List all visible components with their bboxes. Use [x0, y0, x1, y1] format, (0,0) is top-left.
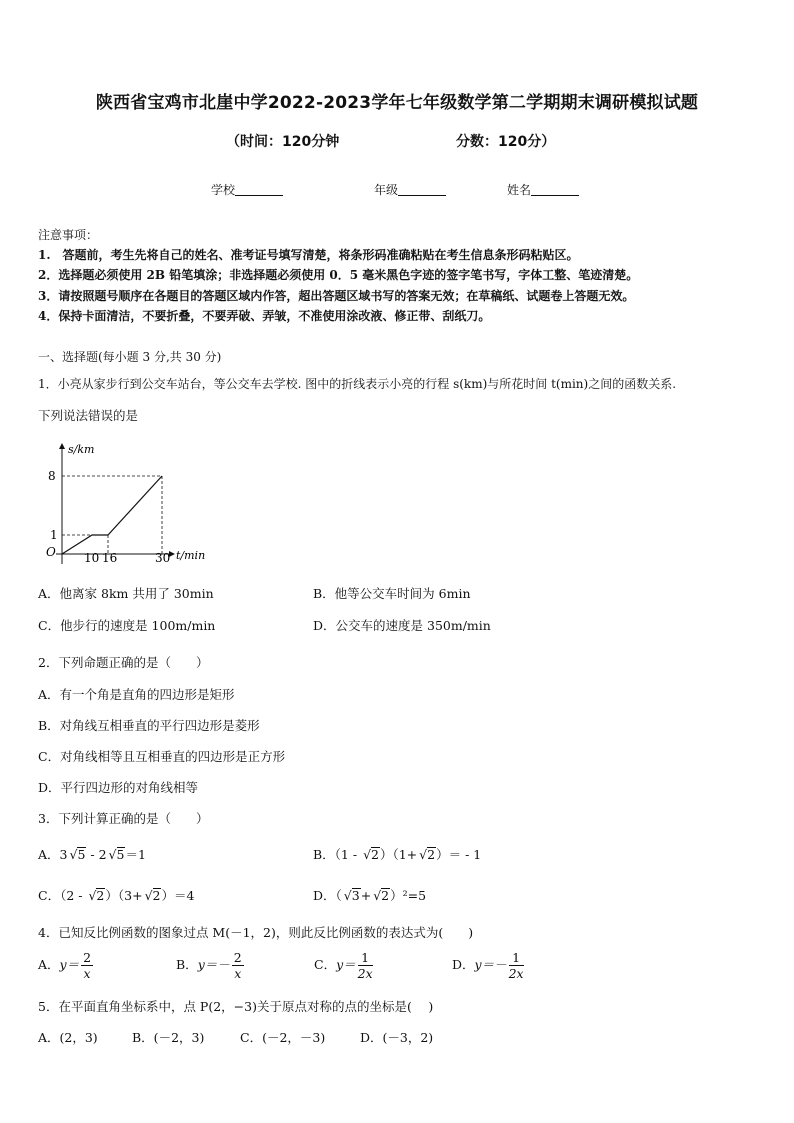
q3-stem: 3．下列计算正确的是（ ） — [38, 811, 209, 826]
notice-item: 4．保持卡面清洁，不要折叠，不要弄破、弄皱，不准使用涂改液、修正带、刮纸刀。 — [38, 309, 491, 323]
school-blank — [235, 183, 283, 196]
q5-option-d[interactable]: D．(－3，2) — [360, 1030, 434, 1045]
q3-option-b[interactable]: B．（1 - √ 2）（1+√ 2）＝ - 1 — [313, 845, 481, 863]
q1-option-b[interactable]: B．他等公交车时间为 6min — [313, 586, 471, 601]
q5-option-c[interactable]: C．(－2，－3) — [240, 1030, 326, 1045]
exam-time: （时间：120分钟 — [226, 134, 340, 150]
q1-option-d[interactable]: D．公交车的速度是 350m/min — [313, 618, 491, 633]
q5-stem: 5．在平面直角坐标系中，点 P(2，−3)关于原点对称的点的坐标是( ) — [38, 999, 434, 1014]
school-field: 学校 — [211, 181, 283, 198]
y-tick-8: 8 — [48, 469, 56, 483]
name-field: 姓名 — [507, 181, 579, 198]
page-title: 陕西省宝鸡市北崖中学2022-2023学年七年级数学第二学期期末调研模拟试题 — [95, 93, 699, 113]
q4-stem: 4．已知反比例函数的图象过点 M(－1，2)，则此反比例函数的表达式为( ) — [38, 925, 474, 940]
q3-option-d[interactable]: D．（√ 3+√ 2）²=5 — [313, 886, 426, 904]
q4-option-c[interactable]: C．y＝ $\frac{1}{2x}$ — [314, 950, 373, 981]
exam-score: 分数：120分） — [456, 134, 556, 150]
q2-option-a[interactable]: A．有一个角是直角的四边形是矩形 — [38, 687, 235, 702]
x-tick-10: 10 — [84, 551, 100, 565]
q3-option-c[interactable]: C．（2 - √ 2）（3+√ 2）＝4 — [38, 886, 194, 904]
q1-option-c[interactable]: C．他步行的速度是 100m/min — [38, 618, 216, 633]
q5-option-b[interactable]: B．(－2，3) — [132, 1030, 205, 1045]
name-blank — [531, 183, 579, 196]
q3-option-a[interactable]: A．3√ 5 - 2√ 5＝1 — [38, 845, 146, 863]
grade-blank — [398, 183, 446, 196]
q2-option-c[interactable]: C．对角线相等且互相垂直的四边形是正方形 — [38, 749, 286, 764]
notice-item: 1. 答题前，考生先将自己的姓名、准考证号填写清楚，将条形码准确粘贴在考生信息条形码粘贴区。 — [38, 248, 579, 262]
origin-label: O — [46, 545, 56, 559]
q4-option-d[interactable]: D．y＝－ $\frac{1}{2x}$ — [452, 950, 524, 981]
q4-option-a[interactable]: A．y＝ $\frac{2}{x}$ — [38, 950, 92, 981]
section-heading: 一、选择题(每小题 3 分,共 30 分) — [38, 350, 222, 364]
notice-title: 注意事项： — [38, 228, 99, 242]
fraction: $\frac{1}{2x}$ — [508, 950, 524, 981]
y-tick-1: 1 — [50, 528, 58, 542]
q2-option-b[interactable]: B．对角线互相垂直的平行四边形是菱形 — [38, 718, 260, 733]
travel-polyline — [62, 476, 162, 554]
fraction: $\frac{2}{x}$ — [83, 950, 92, 981]
q2-stem: 2．下列命题正确的是（ ） — [38, 655, 209, 670]
x-tick-30: 30 — [155, 551, 171, 565]
q1-stem-line1: 1．小亮从家步行到公交车站台，等公交车去学校. 图中的折线表示小亮的行程 s(km)与所花时间 t(min)之间的函数关系. — [38, 377, 677, 391]
x-tick-16: 16 — [102, 551, 118, 565]
q1-graph — [36, 436, 216, 571]
q2-option-d[interactable]: D．平行四边形的对角线相等 — [38, 780, 199, 795]
fraction: $\frac{2}{x}$ — [233, 950, 242, 981]
q4-option-b[interactable]: B．y＝－ $\frac{2}{x}$ — [176, 950, 242, 981]
q1-stem-line2: 下列说法错误的是 — [38, 408, 139, 423]
q1-option-a[interactable]: A．他离家 8km 共用了 30min — [38, 586, 214, 601]
x-axis-label: t/min — [176, 549, 206, 562]
fraction: $\frac{1}{2x}$ — [357, 950, 373, 981]
q5-option-a[interactable]: A．(2，3) — [38, 1030, 98, 1045]
notice-item: 2．选择题必须使用 2B 铅笔填涂；非选择题必须使用 0．5 毫米黑色字迹的签字笔书写，字体工整、笔迹清楚。 — [38, 268, 639, 282]
grade-field: 年级 — [374, 181, 446, 198]
y-axis-label: s/km — [68, 443, 95, 456]
notice-item: 3．请按照题号顺序在各题目的答题区域内作答，超出答题区域书写的答案无效；在草稿纸、试题卷上答题无效。 — [38, 289, 635, 303]
